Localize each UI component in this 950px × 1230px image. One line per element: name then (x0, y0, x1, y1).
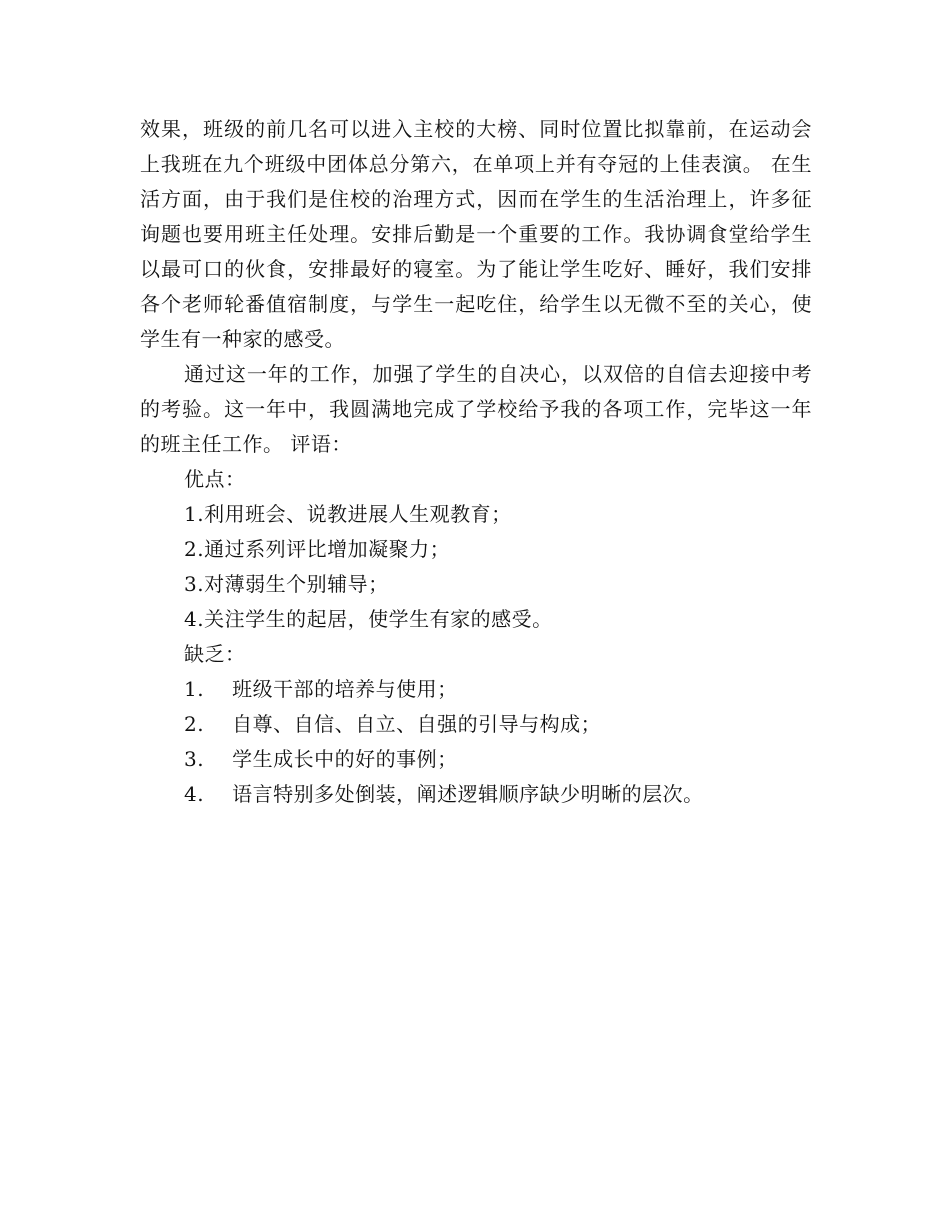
weakness-item-4 (140, 777, 812, 812)
weakness-text: 学生成长中的好的事例； (232, 747, 458, 771)
strengths-heading: 优点： (184, 467, 246, 491)
document-body (140, 112, 812, 812)
strength-item-1: 1.利用班会、说教进展人生观教育； (184, 502, 512, 526)
weakness-item-2 (140, 707, 812, 742)
weakness-number: 1. (184, 677, 205, 701)
weakness-number: 2. (184, 712, 205, 736)
strength-item-2: 2.通过系列评比增加凝聚力； (184, 537, 451, 561)
weakness-text: 自尊、自信、自立、自强的引导与构成； (232, 712, 602, 736)
strength-item-4: 4.关注学生的起居，使学生有家的感受。 (184, 607, 553, 631)
weakness-item-3 (140, 742, 812, 777)
weakness-number: 3. (184, 747, 205, 771)
body-paragraph-1: 效果，班级的前几名可以进入主校的大榜、同时位置比拟靠前，在运动会上我班在九个班级中团体总分第六，在单项上并有夺冠的上佳表演。 在生活方面，由于我们是住校的治理方式，因而在学生的生活治理上，许多征询题也要用班主任处理。安排后勤是一个重要的工作。我协调食堂给学生以最可口的伙食，安排最好的寝室。为了能让学生吃好、睡好，我们安排各个老师轮番值宿制度，与学生一起吃住，给学生以无微不至的关心，使学生有一种家的感受。 (140, 117, 812, 351)
weakness-item-1 (140, 672, 812, 707)
weakness-text: 班级干部的培养与使用； (232, 677, 458, 701)
weakness-text: 语言特别多处倒装，阐述逻辑顺序缺少明晰的层次。 (232, 782, 704, 806)
weaknesses-heading: 缺乏： (184, 642, 246, 666)
weakness-number: 4. (184, 782, 205, 806)
body-paragraph-2: 通过这一年的工作，加强了学生的自决心，以双倍的自信去迎接中考的考验。这一年中，我圆满地完成了学校给予我的各项工作，完毕这一年的班主任工作。 评语： (140, 362, 812, 456)
strength-item-3: 3.对薄弱生个别辅导； (184, 572, 389, 596)
